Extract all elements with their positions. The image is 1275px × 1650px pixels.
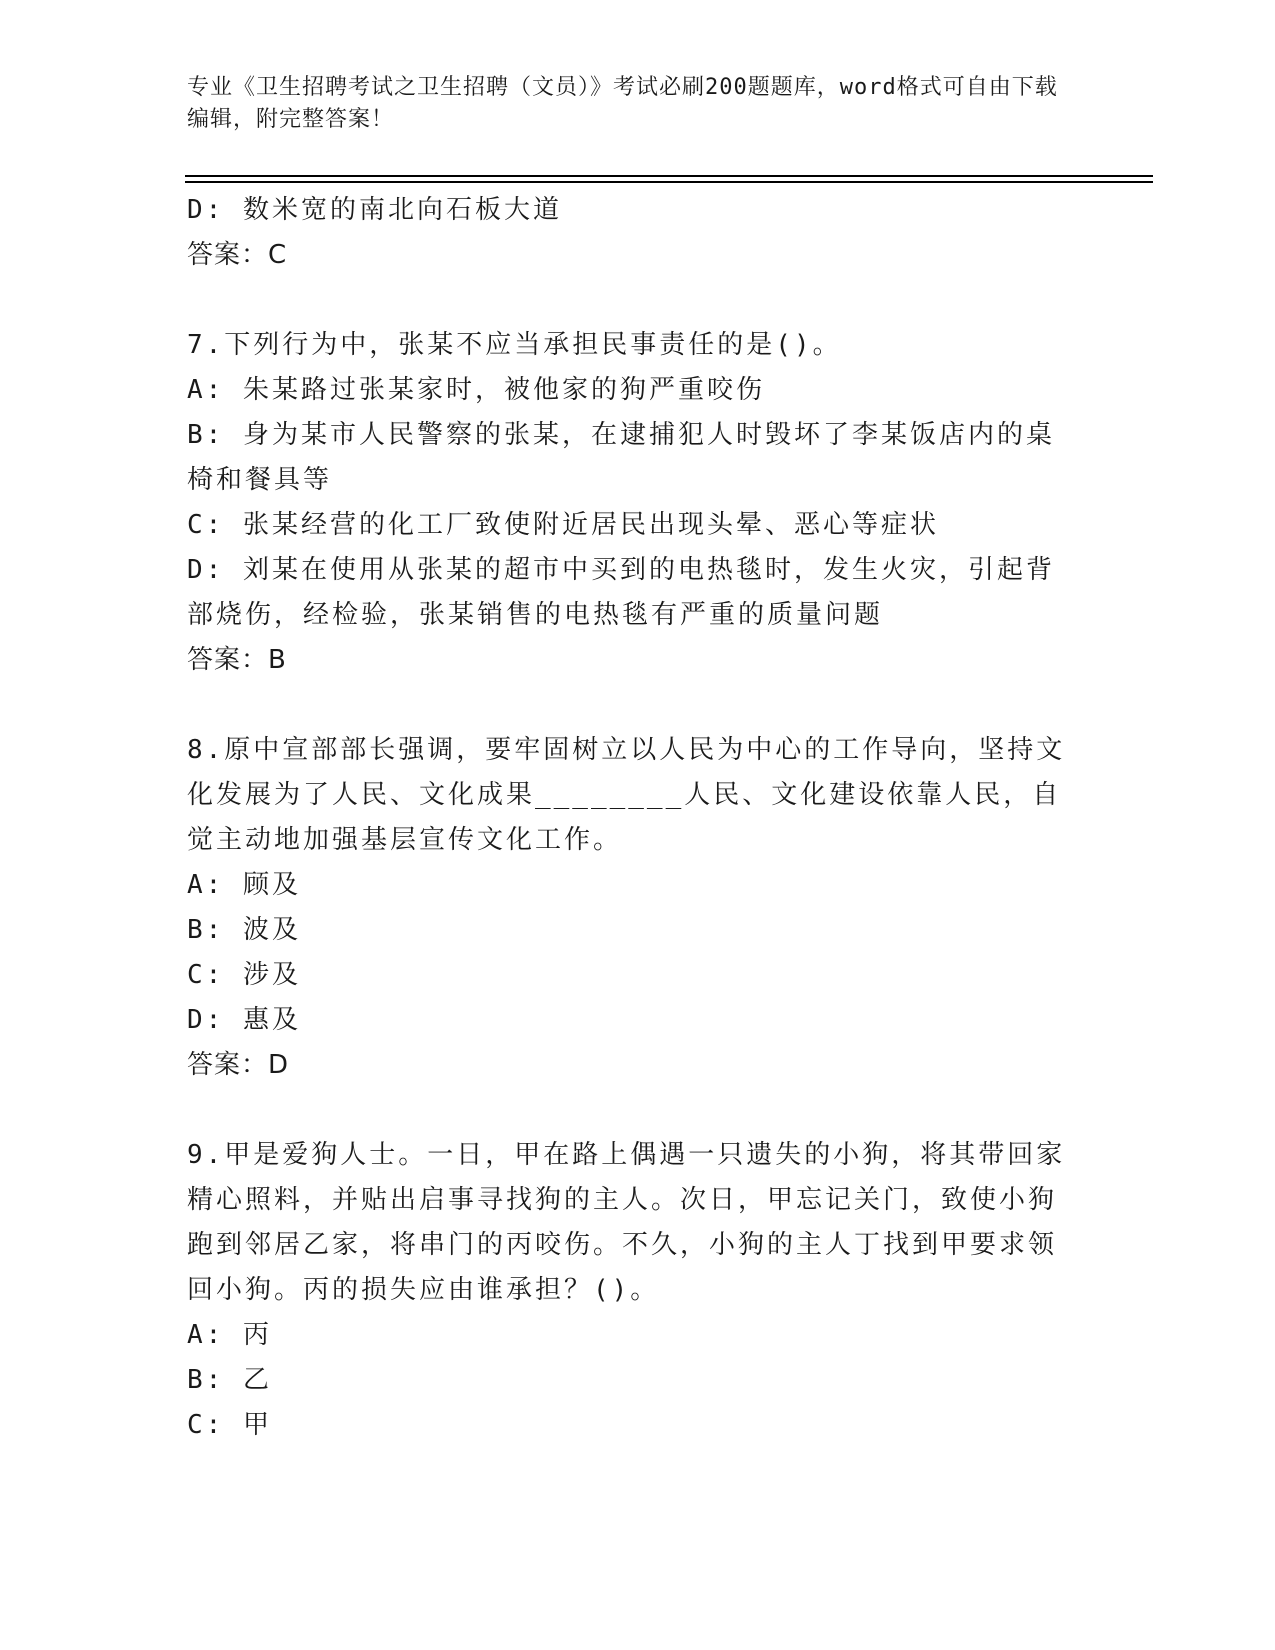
answer-line: 答案：B bbox=[187, 645, 287, 675]
question-stem: 7.下列行为中，张某不应当承担民事责任的是()。 bbox=[187, 330, 842, 360]
answer-line: 答案：D bbox=[187, 1050, 290, 1080]
previous-question-tail bbox=[187, 188, 1077, 278]
question-9 bbox=[187, 1133, 1077, 1448]
question-7 bbox=[187, 323, 1077, 683]
header-divider-top bbox=[185, 175, 1153, 177]
spacer bbox=[187, 683, 1077, 728]
option-c: C: 涉及 bbox=[187, 960, 301, 990]
option-b: B: 身为某市人民警察的张某，在逮捕犯人时毁坏了李某饭店内的桌椅和餐具等 bbox=[187, 420, 1055, 495]
option-c: C: 张某经营的化工厂致使附近居民出现头晕、恶心等症状 bbox=[187, 510, 939, 540]
option-d: D: 惠及 bbox=[187, 1005, 301, 1035]
page-header: 专业《卫生招聘考试之卫生招聘（文员）》考试必刷200题题库，word格式可自由下载编辑，附完整答案！ bbox=[187, 75, 1058, 132]
header-divider-bottom bbox=[185, 181, 1153, 183]
option-b: B: 波及 bbox=[187, 915, 301, 945]
question-content bbox=[187, 188, 1077, 1448]
option-c: C: 甲 bbox=[187, 1410, 272, 1440]
question-8 bbox=[187, 728, 1077, 1088]
option-a: A: 丙 bbox=[187, 1320, 272, 1350]
option-a: A: 朱某路过张某家时，被他家的狗严重咬伤 bbox=[187, 375, 765, 405]
option-d: D: 刘某在使用从张某的超市中买到的电热毯时，发生火灾，引起背部烧伤，经检验，张某销售的电热毯有严重的质量问题 bbox=[187, 555, 1055, 630]
spacer bbox=[187, 278, 1077, 323]
option-d: D: 数米宽的南北向石板大道 bbox=[187, 195, 562, 225]
question-stem: 9.甲是爱狗人士。一日，甲在路上偶遇一只遗失的小狗，将其带回家精心照料，并贴出启事寻找狗的主人。次日，甲忘记关门，致使小狗跑到邻居乙家，将串门的丙咬伤。不久，小狗的主人丁找到甲要求领回小狗。丙的损失应由谁承担？()。 bbox=[187, 1140, 1066, 1305]
spacer bbox=[187, 1088, 1077, 1133]
answer-line: 答案：C bbox=[187, 240, 288, 270]
option-b: B: 乙 bbox=[187, 1365, 272, 1395]
question-stem: 8.原中宣部部长强调，要牢固树立以人民为中心的工作导向，坚持文化发展为了人民、文化成果________人民、文化建设依靠人民，自觉主动地加强基层宣传文化工作。 bbox=[187, 735, 1066, 855]
option-a: A: 顾及 bbox=[187, 870, 301, 900]
